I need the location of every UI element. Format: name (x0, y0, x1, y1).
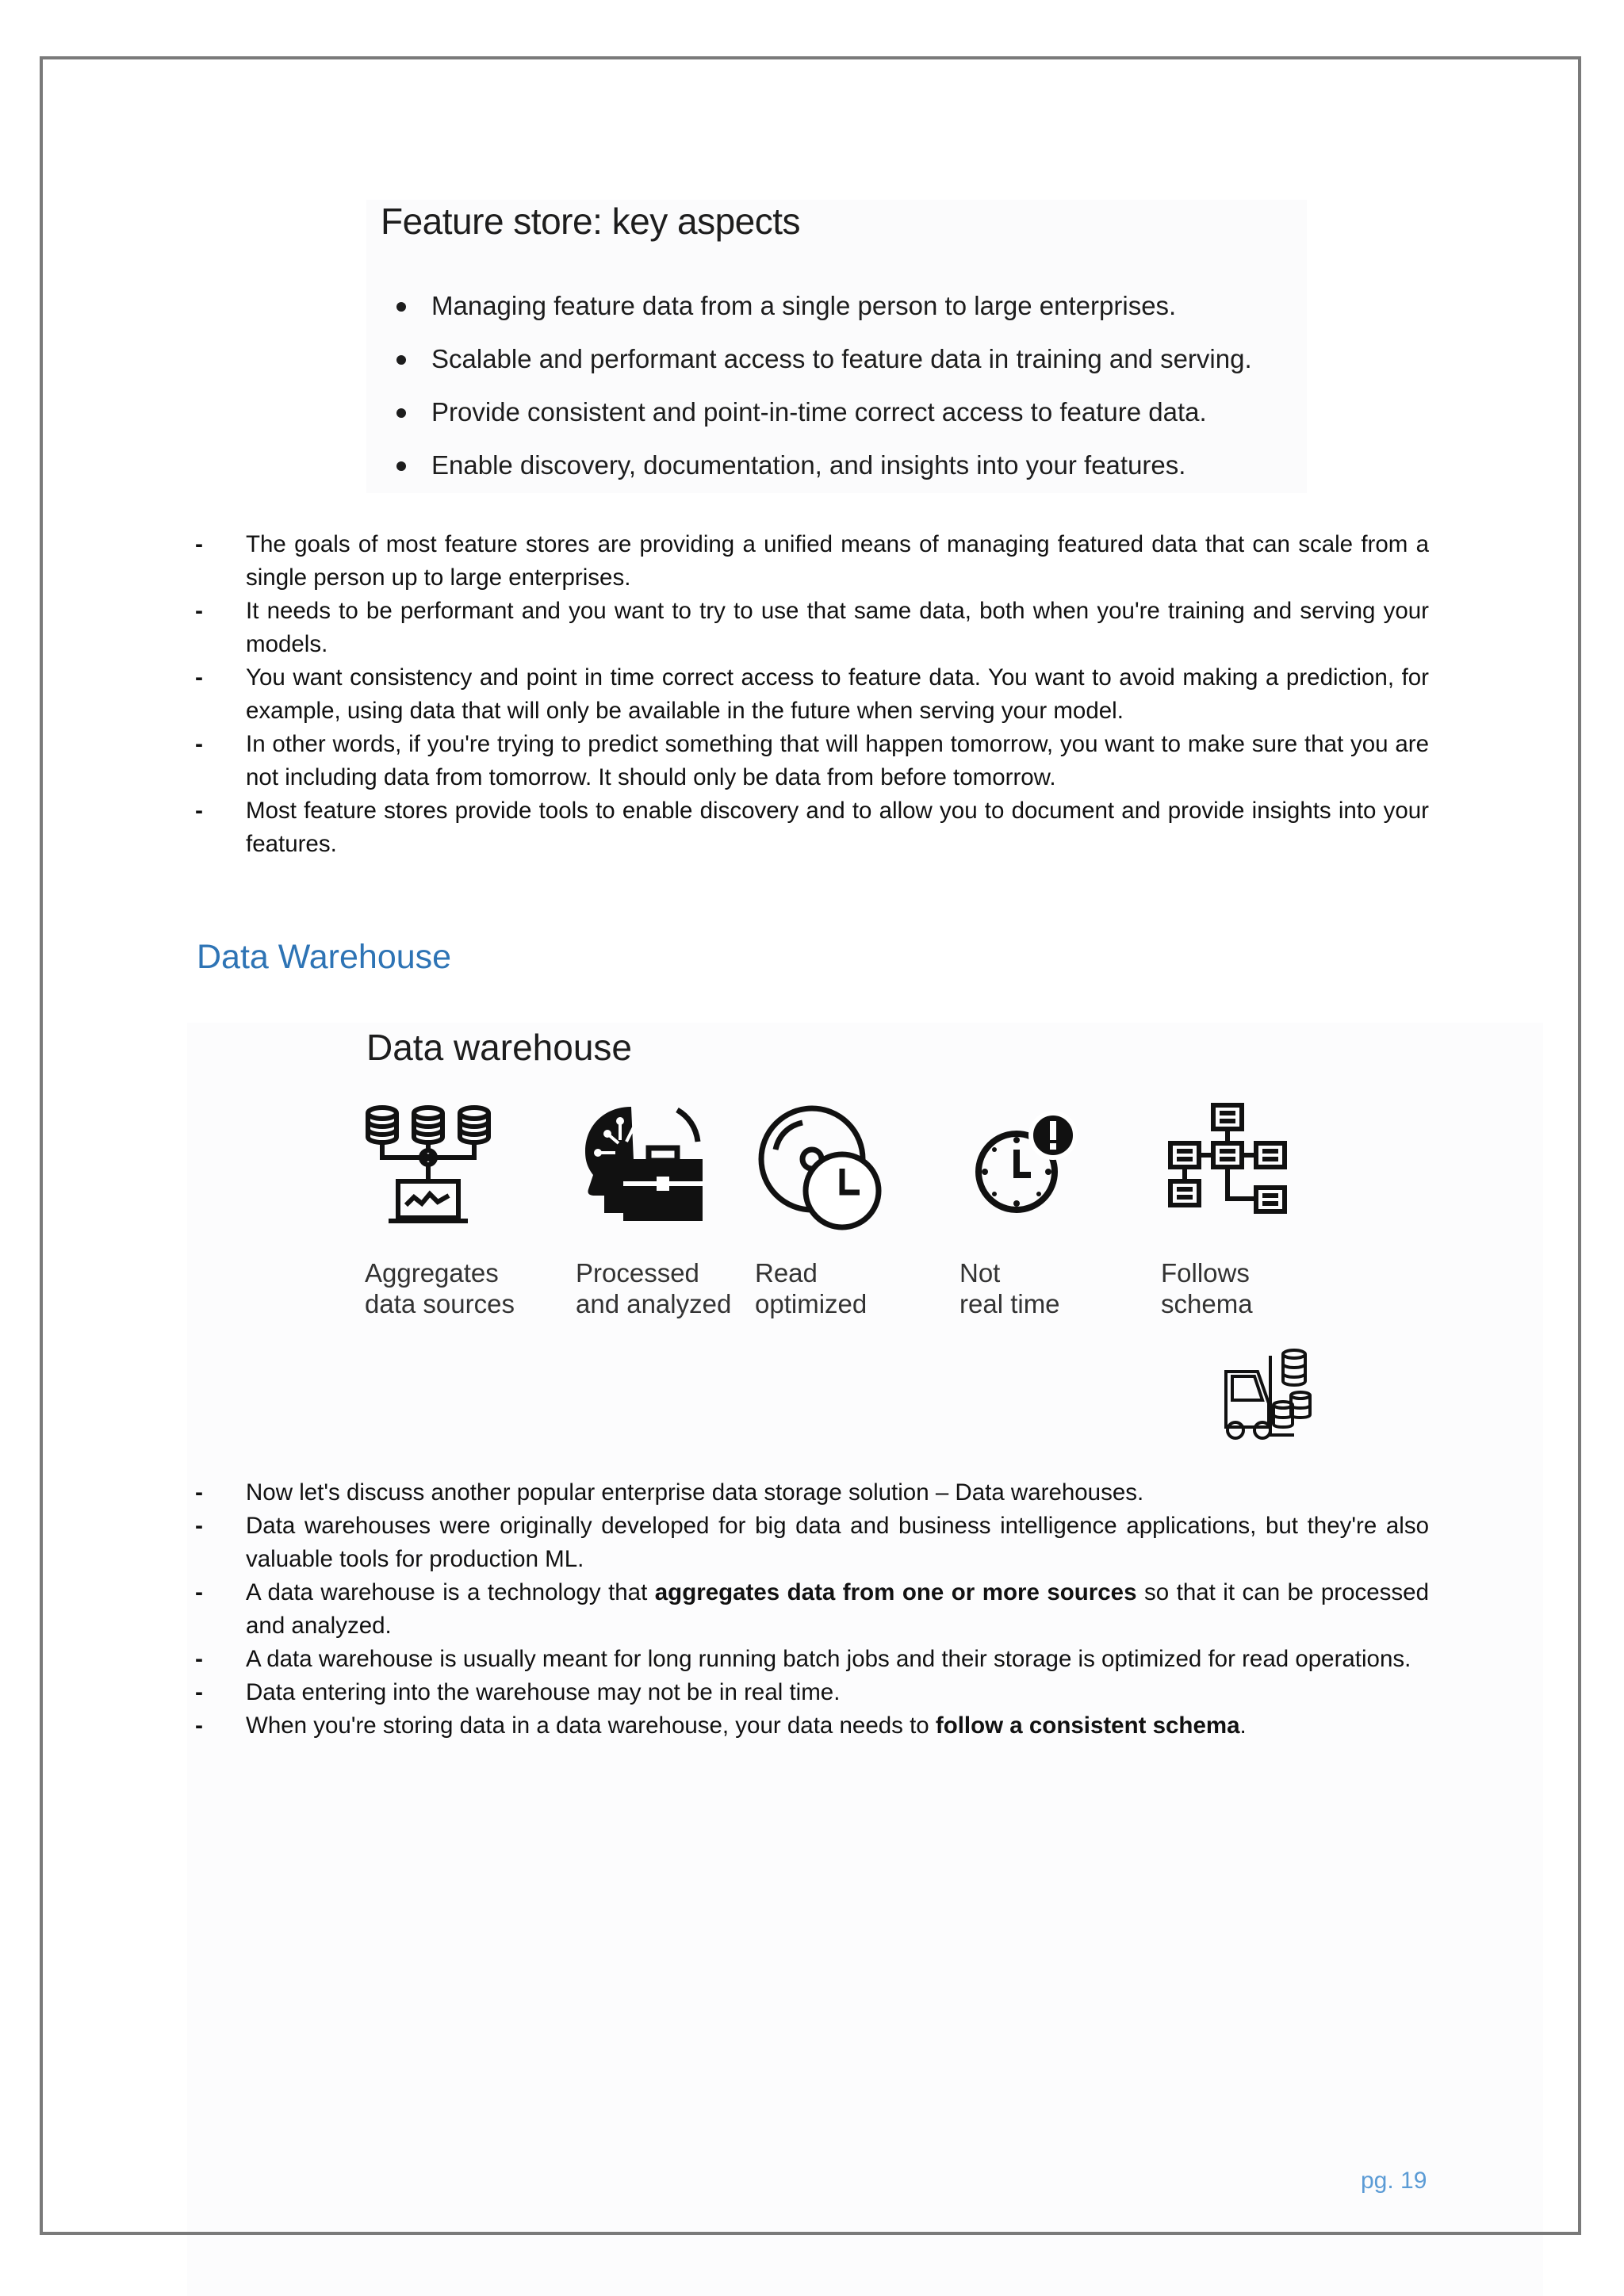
data-warehouse-notes (195, 1476, 1429, 1743)
dw-item-aggregates (365, 1102, 515, 1318)
section-heading: Data Warehouse (197, 938, 452, 976)
list-item: - Data entering into the warehouse may not be in real time. (195, 1679, 841, 1705)
dw-label: Follows schema (1161, 1258, 1253, 1318)
list-item: - In other words, if you're trying to predict something that will happen tomorrow, you want to make sure that you are not including data from tomorrow. It should only be data from before tomorrow. (195, 731, 1429, 790)
feature-store-notes (195, 528, 1429, 861)
list-item: - A data warehouse is a technology that aggregates data from one or more sources so that it can be processed and analyzed. (195, 1579, 1429, 1639)
forklift-database-icon (1218, 1340, 1321, 1443)
data-warehouse-slide (187, 1023, 1543, 1451)
list-item: - You want consistency and point in time correct access to feature data. You want to avoid making a prediction, for example, using data that will only be available in the future when serving your model. (195, 664, 1429, 724)
slide-bullet-list (396, 279, 1252, 492)
bullet-dot-icon (396, 408, 406, 418)
dw-label: Processed and analyzed (576, 1258, 732, 1318)
slide-title: Feature store: key aspects (381, 201, 801, 242)
emphasis: follow a consistent schema (935, 1712, 1240, 1739)
dw-label: Not real time (959, 1258, 1060, 1318)
ai-head-briefcase-icon (576, 1102, 710, 1237)
emphasis: aggregates data from one or more sources (654, 1579, 1137, 1605)
list-item: - A data warehouse is usually meant for long running batch jobs and their storage is optimized for read operations. (195, 1646, 1411, 1672)
list-item: - The goals of most feature stores are providing a unified means of managing featured data that can scale from a single person up to large enterprises. (195, 531, 1429, 591)
list-item: - Data warehouses were originally developed for big data and business intelligence applications, but they're also valuable tools for production ML. (195, 1513, 1429, 1572)
dw-label: Read optimized (755, 1258, 868, 1318)
list-item: - Most feature stores provide tools to enable discovery and to allow you to document and provide insights into your features. (195, 798, 1429, 857)
bullet-dot-icon (396, 355, 406, 365)
bullet-dot-icon (396, 302, 406, 312)
dw-item-read-optimized (755, 1102, 890, 1318)
page-number: pg. 19 (1361, 2168, 1427, 2194)
dw-item-follows-schema (1161, 1102, 1296, 1318)
dw-item-processed (576, 1102, 732, 1318)
dw-label: Aggregates data sources (365, 1258, 515, 1318)
feature-store-slide (366, 200, 1307, 493)
aggregate-databases-icon (365, 1102, 500, 1237)
slide-bullet: Managing feature data from a single person to large enterprises. (396, 279, 1252, 332)
slide-bullet: Scalable and performant access to feature data in training and serving. (396, 332, 1252, 385)
list-item: - When you're storing data in a data warehouse, your data needs to follow a consistent schema. (195, 1712, 1247, 1739)
slide-title: Data warehouse (366, 1027, 632, 1068)
schema-tree-icon (1161, 1102, 1296, 1237)
bullet-dot-icon (396, 461, 406, 471)
list-item: - Now let's discuss another popular enterprise data storage solution – Data warehouses. (195, 1479, 1144, 1506)
dw-item-not-real-time (959, 1102, 1094, 1318)
disc-clock-icon (755, 1102, 890, 1237)
clock-alert-icon (959, 1102, 1094, 1237)
slide-bullet: Provide consistent and point-in-time correct access to feature data. (396, 385, 1252, 438)
list-item: - It needs to be performant and you want to try to use that same data, both when you're training and serving your models. (195, 598, 1429, 657)
slide-bullet: Enable discovery, documentation, and insights into your features. (396, 438, 1252, 492)
